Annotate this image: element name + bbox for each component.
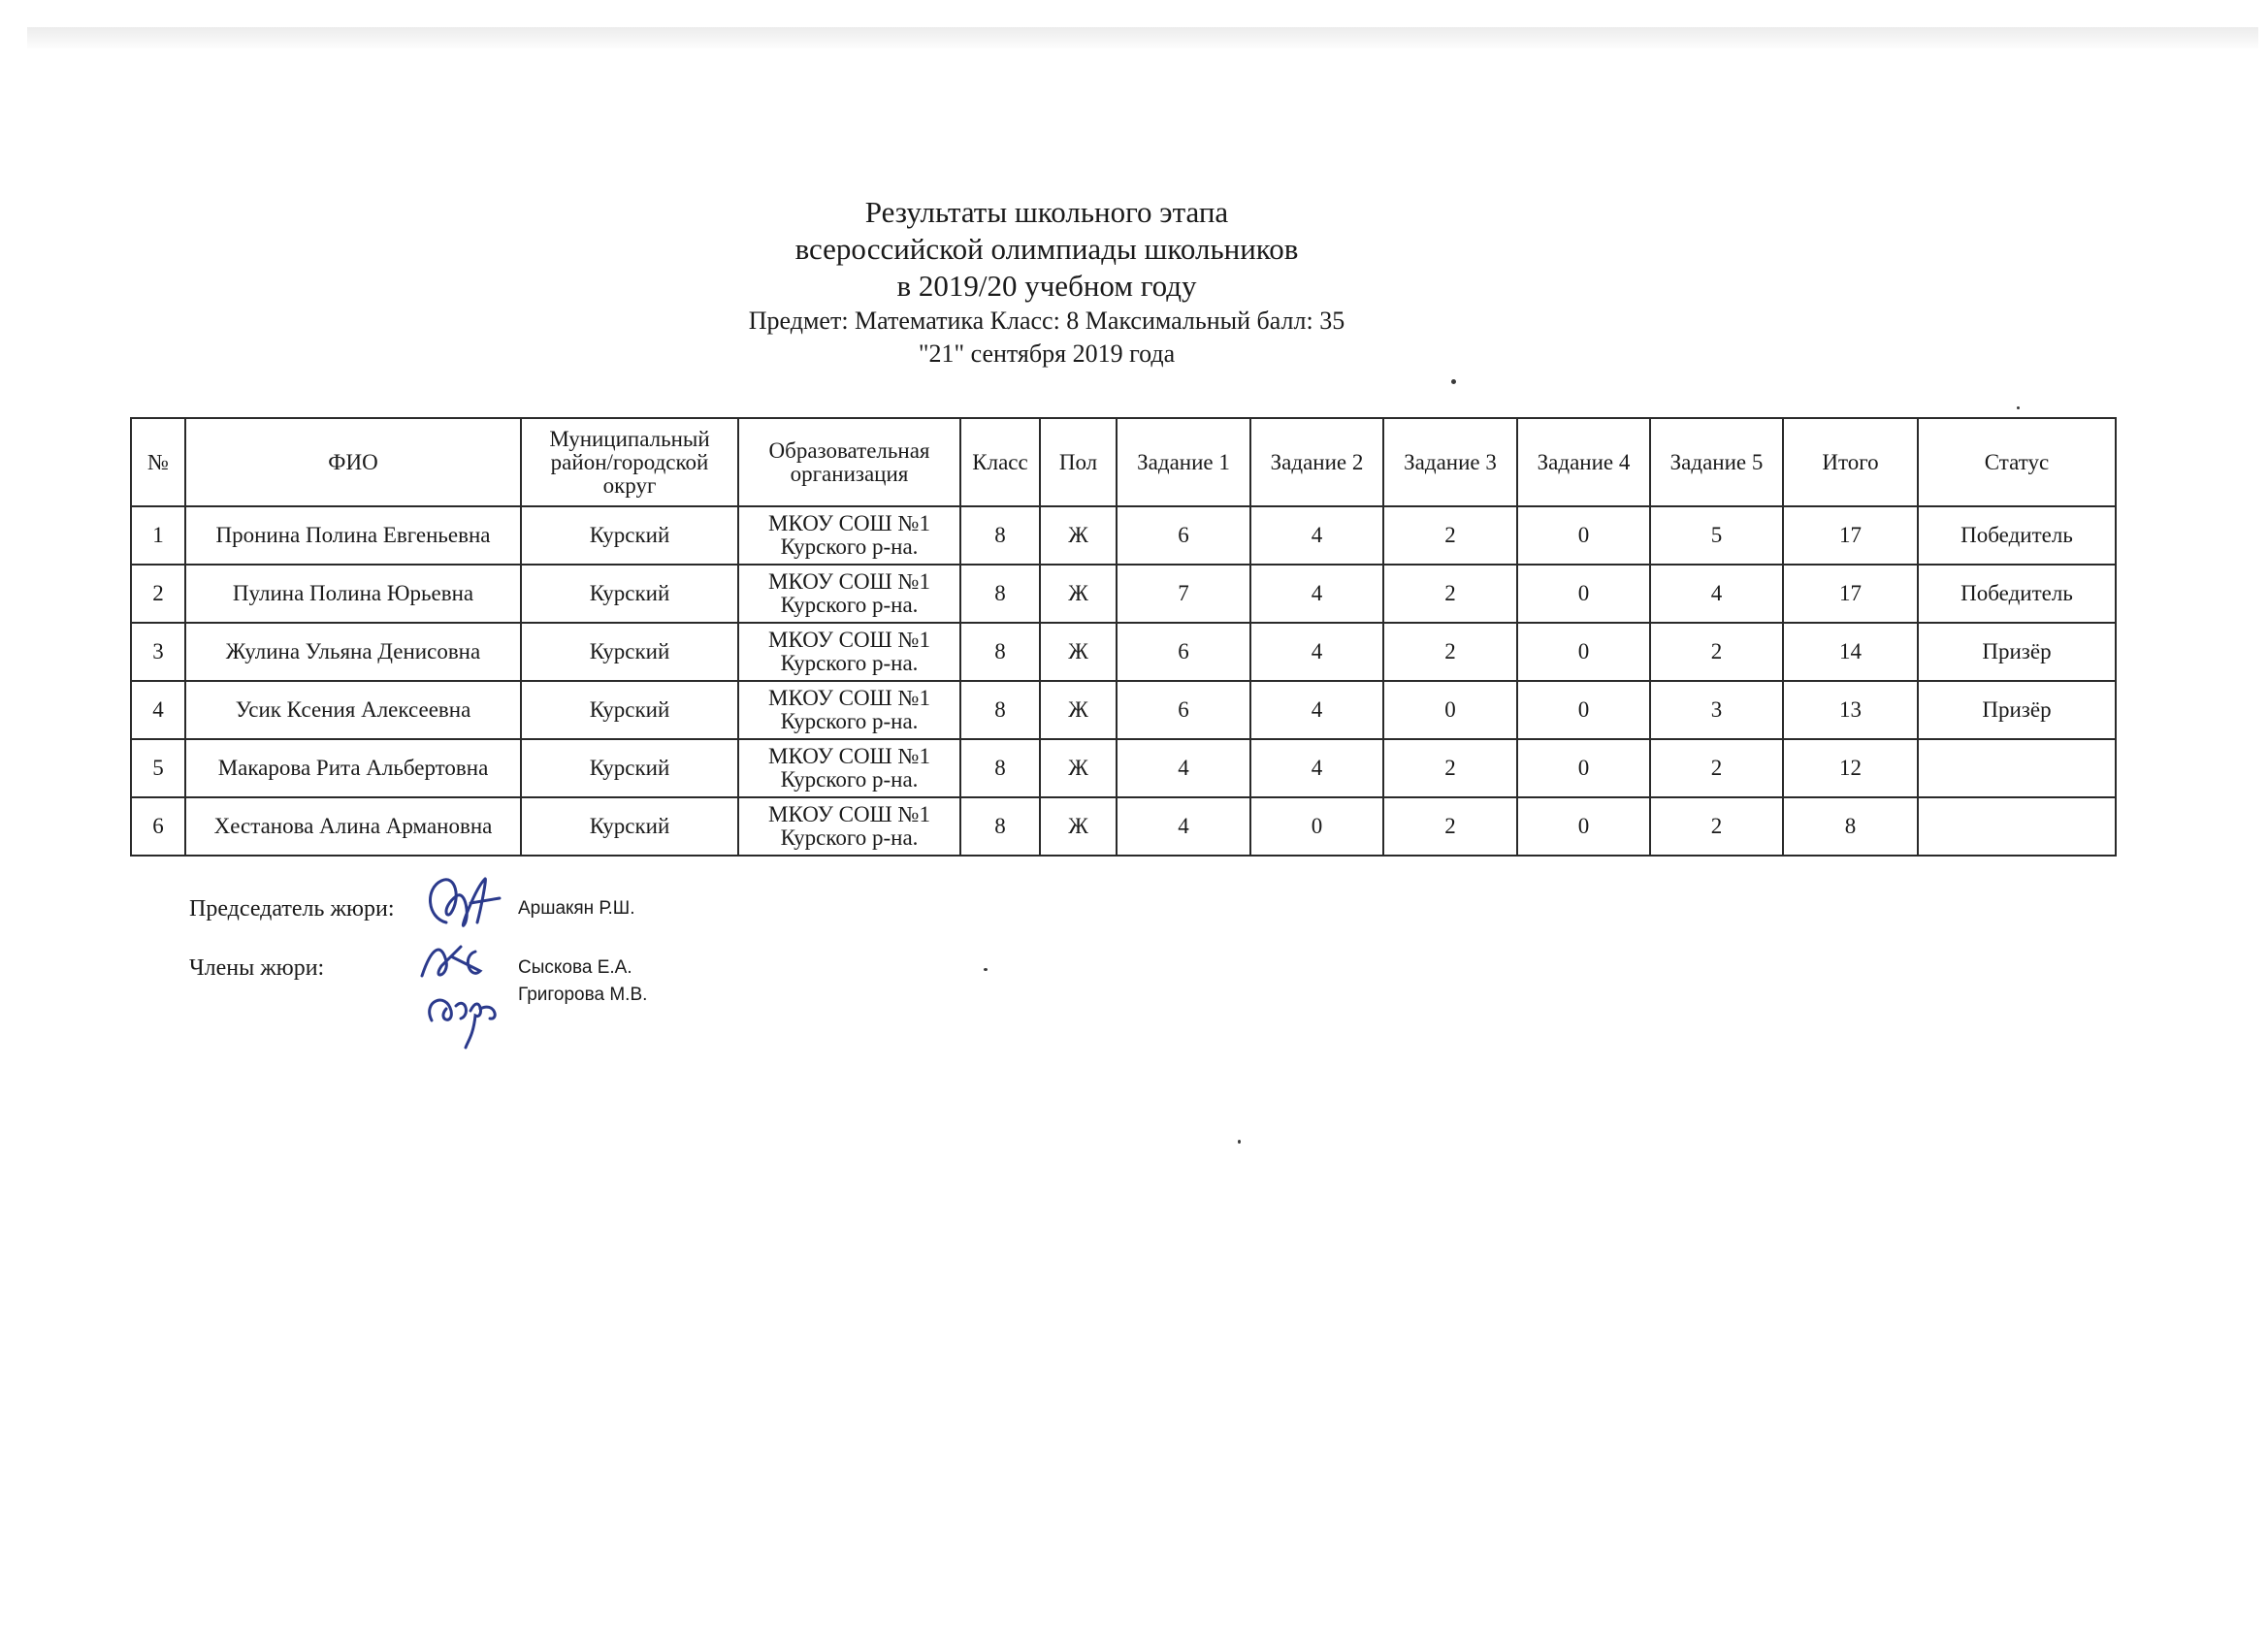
cell-task-1: 6 [1117, 681, 1250, 739]
cell-organization [738, 623, 960, 681]
cell-status: Победитель [1918, 506, 2116, 565]
cell-task-1: 4 [1117, 797, 1250, 856]
header-number: № [131, 418, 185, 506]
header-total: Итого [1783, 418, 1918, 506]
header-task-4: Задание 4 [1517, 418, 1650, 506]
cell-task-3: 2 [1383, 506, 1517, 565]
org-line-2: Курского р-на. [780, 593, 919, 617]
cell-task-5: 2 [1650, 623, 1783, 681]
cell-task-4: 0 [1517, 506, 1650, 565]
cell-task-1: 7 [1117, 565, 1250, 623]
cell-name: Макарова Рита Альбертовна [185, 739, 521, 797]
table-row [131, 681, 2116, 739]
cell-number: 6 [131, 797, 185, 856]
jury-member-name-2: Григорова М.В. [518, 985, 648, 1005]
document-header [0, 194, 2268, 371]
table-row [131, 623, 2116, 681]
org-line-1: МКОУ СОШ №1 [768, 511, 930, 535]
cell-sex: Ж [1040, 739, 1117, 797]
cell-organization [738, 797, 960, 856]
jury-chair-label: Председатель жюри: [189, 896, 395, 922]
table-row [131, 739, 2116, 797]
cell-status [1918, 739, 2116, 797]
org-line-2: Курского р-на. [780, 767, 919, 792]
cell-task-2: 4 [1250, 739, 1383, 797]
cell-task-4: 0 [1517, 797, 1650, 856]
org-line-1: МКОУ СОШ №1 [768, 628, 930, 652]
cell-name: Жулина Ульяна Денисовна [185, 623, 521, 681]
header-task-5: Задание 5 [1650, 418, 1783, 506]
header-task-3: Задание 3 [1383, 418, 1517, 506]
header-task-1: Задание 1 [1117, 418, 1250, 506]
scan-speck [1451, 379, 1456, 384]
cell-task-3: 2 [1383, 797, 1517, 856]
org-line-2: Курского р-на. [780, 534, 919, 559]
cell-district: Курский [521, 623, 738, 681]
results-body [131, 506, 2116, 856]
org-line-1: МКОУ СОШ №1 [768, 569, 930, 594]
cell-task-4: 0 [1517, 623, 1650, 681]
scan-speck [984, 968, 988, 971]
cell-district: Курский [521, 797, 738, 856]
header-district: Муниципальный район/городской округ [521, 418, 738, 506]
cell-name: Пулина Полина Юрьевна [185, 565, 521, 623]
cell-district: Курский [521, 506, 738, 565]
org-line-1: МКОУ СОШ №1 [768, 686, 930, 710]
date-line: "21" сентября 2019 года [918, 340, 1176, 368]
cell-grade: 8 [960, 506, 1040, 565]
cell-task-5: 2 [1650, 739, 1783, 797]
title-line-1: Результаты школьного этапа [864, 195, 1229, 229]
header-task-2: Задание 2 [1250, 418, 1383, 506]
cell-task-2: 0 [1250, 797, 1383, 856]
cell-total: 17 [1783, 565, 1918, 623]
cell-task-3: 0 [1383, 681, 1517, 739]
results-table [130, 417, 2117, 857]
cell-task-2: 4 [1250, 565, 1383, 623]
cell-grade: 8 [960, 739, 1040, 797]
cell-status: Призёр [1918, 681, 2116, 739]
table-row [131, 797, 2116, 856]
header-sex: Пол [1040, 418, 1117, 506]
cell-task-2: 4 [1250, 623, 1383, 681]
cell-total: 17 [1783, 506, 1918, 565]
table-row [131, 506, 2116, 565]
cell-sex: Ж [1040, 565, 1117, 623]
cell-organization [738, 565, 960, 623]
cell-organization [738, 739, 960, 797]
cell-task-5: 4 [1650, 565, 1783, 623]
cell-status: Призёр [1918, 623, 2116, 681]
cell-number: 2 [131, 565, 185, 623]
cell-task-3: 2 [1383, 739, 1517, 797]
scan-speck [2017, 406, 2020, 409]
org-line-1: МКОУ СОШ №1 [768, 744, 930, 768]
cell-task-3: 2 [1383, 623, 1517, 681]
org-line-2: Курского р-на. [780, 825, 919, 850]
jury-member-name-1: Сыскова Е.А. [518, 957, 632, 978]
cell-grade: 8 [960, 565, 1040, 623]
cell-task-4: 0 [1517, 681, 1650, 739]
cell-number: 3 [131, 623, 185, 681]
cell-grade: 8 [960, 797, 1040, 856]
header-organization: Образовательная организация [738, 418, 960, 506]
cell-task-5: 2 [1650, 797, 1783, 856]
org-line-2: Курского р-на. [780, 709, 919, 733]
cell-sex: Ж [1040, 623, 1117, 681]
cell-task-4: 0 [1517, 565, 1650, 623]
org-line-1: МКОУ СОШ №1 [768, 802, 930, 826]
cell-task-2: 4 [1250, 506, 1383, 565]
jury-members-label: Члены жюри: [189, 955, 325, 981]
member-signature-image-2 [417, 982, 504, 1050]
org-line-2: Курского р-на. [780, 651, 919, 675]
cell-total: 14 [1783, 623, 1918, 681]
title-line-3: в 2019/20 учебном году [896, 269, 1197, 303]
cell-organization [738, 506, 960, 565]
cell-name: Пронина Полина Евгеньевна [185, 506, 521, 565]
cell-number: 1 [131, 506, 185, 565]
cell-status [1918, 797, 2116, 856]
title-line-2: всероссийской олимпиады школьников [794, 232, 1299, 266]
header-status: Статус [1918, 418, 2116, 506]
cell-task-3: 2 [1383, 565, 1517, 623]
scan-edge-shadow [27, 27, 2258, 50]
table-row [131, 565, 2116, 623]
cell-district: Курский [521, 565, 738, 623]
cell-task-1: 6 [1117, 506, 1250, 565]
cell-district: Курский [521, 681, 738, 739]
cell-district: Курский [521, 739, 738, 797]
cell-number: 5 [131, 739, 185, 797]
cell-grade: 8 [960, 623, 1040, 681]
jury-chair-name: Аршакян Р.Ш. [518, 898, 635, 919]
cell-total: 13 [1783, 681, 1918, 739]
cell-organization [738, 681, 960, 739]
header-row [131, 418, 2116, 506]
cell-total: 12 [1783, 739, 1918, 797]
cell-number: 4 [131, 681, 185, 739]
cell-task-2: 4 [1250, 681, 1383, 739]
header-grade: Класс [960, 418, 1040, 506]
cell-sex: Ж [1040, 506, 1117, 565]
cell-status: Победитель [1918, 565, 2116, 623]
cell-task-5: 3 [1650, 681, 1783, 739]
header-name: ФИО [185, 418, 521, 506]
scan-speck [1238, 1140, 1241, 1144]
cell-total: 8 [1783, 797, 1918, 856]
member-signature-image-1 [412, 937, 490, 986]
cell-grade: 8 [960, 681, 1040, 739]
chair-signature-image [417, 869, 504, 937]
cell-task-4: 0 [1517, 739, 1650, 797]
cell-task-1: 4 [1117, 739, 1250, 797]
cell-task-1: 6 [1117, 623, 1250, 681]
cell-name: Усик Ксения Алексеевна [185, 681, 521, 739]
cell-sex: Ж [1040, 797, 1117, 856]
cell-name: Хестанова Алина Армановна [185, 797, 521, 856]
cell-task-5: 5 [1650, 506, 1783, 565]
subject-line: Предмет: Математика Класс: 8 Максимальный балл: 35 [748, 307, 1345, 335]
cell-sex: Ж [1040, 681, 1117, 739]
